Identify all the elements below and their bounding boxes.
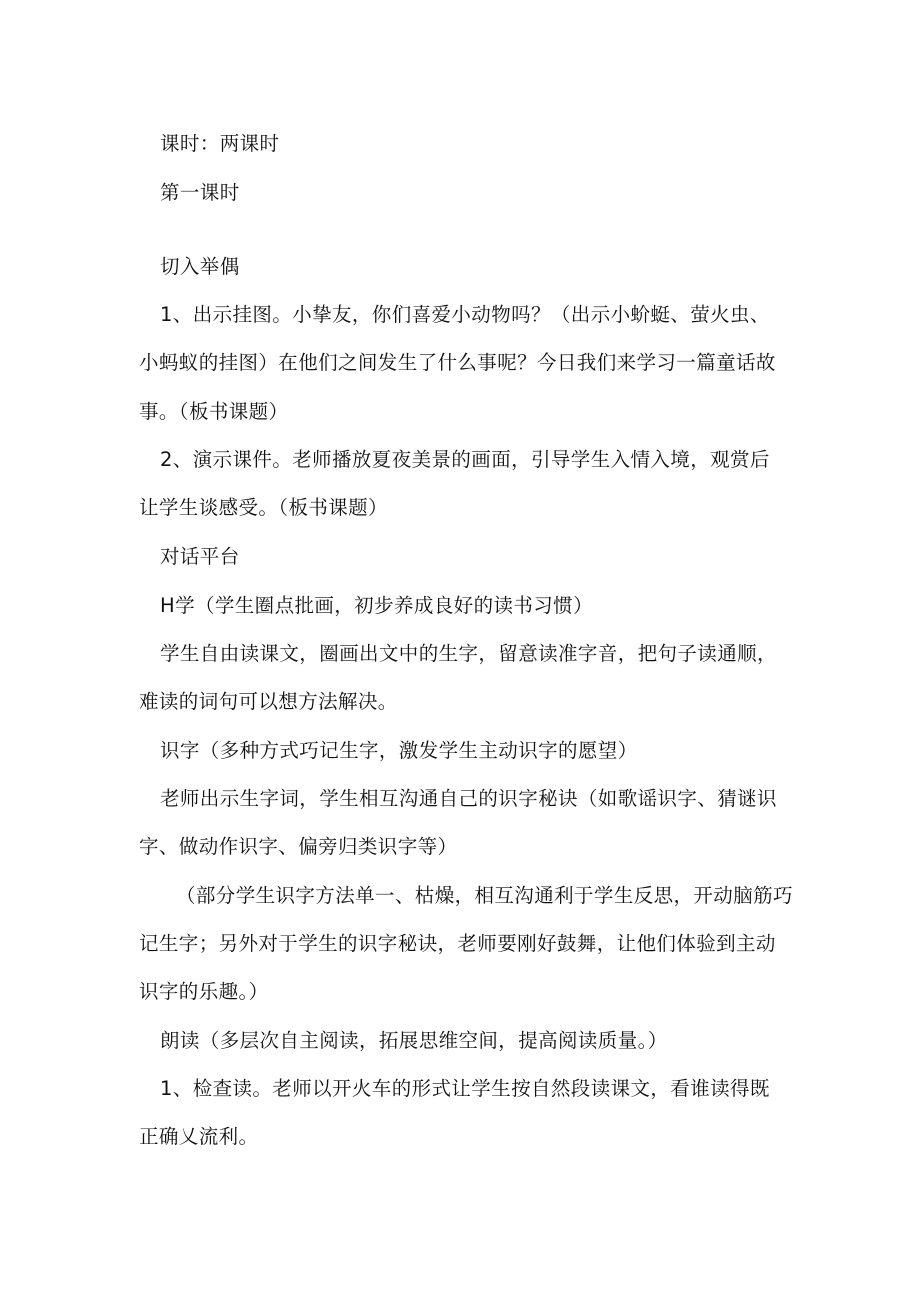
- intro-item1-line1: 1、出示挂图。小挚友，你们喜爱小动物吗？（出示小蚧蜓、萤火虫、: [160, 303, 770, 326]
- read-para-line2: 难读的词句可以想方法解决。: [139, 690, 398, 713]
- aloud-item1-line2: 正确乂流利。: [139, 1125, 259, 1148]
- literacy-heading: 识字（多种方式巧记生字，激发学生主动识字的愿望）: [160, 739, 638, 762]
- aloud-heading: 朗读（多层次自主阅读，拓展思维空间，提高阅读质量。）: [160, 1029, 668, 1052]
- intro-item1-line2: 小蚂蚁的挂图）在他们之间发生了什么事呢？今日我们来学习一篇童话故: [139, 351, 776, 374]
- aloud-item1-line1: 1、检查读。老师以开火车的形式让学生按自然段读课文，看谁读得既: [160, 1077, 770, 1100]
- lesson-time: 课时：两课时: [160, 132, 280, 155]
- literacy-para-line2: 字、做动作识字、偏旁归类识字等）: [139, 835, 458, 858]
- intro-item2-line1: 2、演示课件。老师播放夏夜美景的画面，引导学生入情入境，观赏后: [160, 448, 770, 471]
- literacy-note-line1: （部分学生识字方法单一、枯燥，相互沟通利于学生反思，开动脑筋巧: [176, 884, 793, 907]
- read-heading: H学（学生圈点批画，初步养成良好的读书习惯）: [160, 594, 593, 617]
- read-para-line1: 学生自由读课文，圈画出文中的生字，留意读准字音，把句子读通顺，: [160, 642, 777, 665]
- literacy-note-line2: 记生字；另外对于学生的识字秘诀，老师要刚好鼓舞，让他们体验到主动: [139, 932, 776, 955]
- first-lesson-heading: 第一课时: [160, 181, 240, 204]
- literacy-para-line1: 老师出示生字词，学生相互沟通自己的识字秘诀（如歌谣识字、猜谜识: [160, 787, 777, 810]
- literacy-note-line3: 识字的乐趣。）: [139, 980, 269, 1003]
- intro-heading: 切入举偶: [160, 255, 240, 278]
- intro-item1-line3: 事。（板书课题）: [139, 400, 289, 423]
- intro-item2-line2: 让学生谈感受。（板书课题）: [139, 496, 388, 519]
- dialogue-heading: 对话平台: [160, 545, 240, 568]
